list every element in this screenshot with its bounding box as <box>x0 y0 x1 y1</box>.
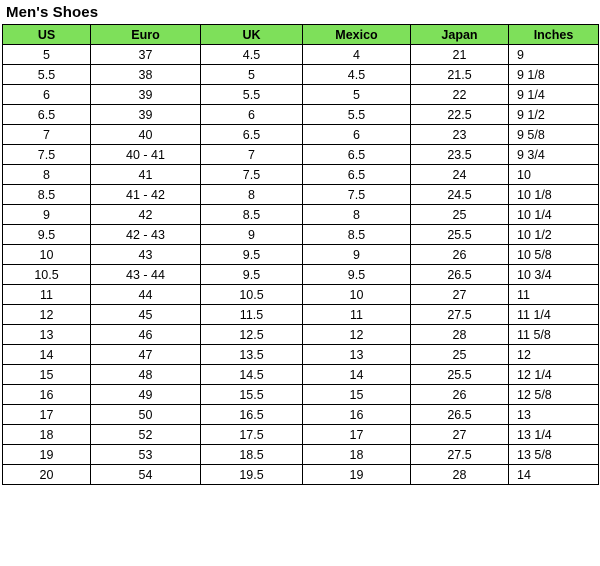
cell-japan: 27 <box>411 425 509 445</box>
cell-uk: 11.5 <box>201 305 303 325</box>
cell-euro: 49 <box>91 385 201 405</box>
cell-uk: 13.5 <box>201 345 303 365</box>
cell-japan: 27.5 <box>411 305 509 325</box>
cell-us: 5 <box>3 45 91 65</box>
cell-uk: 8.5 <box>201 205 303 225</box>
cell-japan: 26.5 <box>411 405 509 425</box>
cell-uk: 9 <box>201 225 303 245</box>
cell-japan: 23.5 <box>411 145 509 165</box>
cell-us: 6 <box>3 85 91 105</box>
cell-japan: 21 <box>411 45 509 65</box>
cell-inches: 11 5/8 <box>509 325 599 345</box>
cell-uk: 14.5 <box>201 365 303 385</box>
cell-inches: 10 <box>509 165 599 185</box>
column-header-inches: Inches <box>509 25 599 45</box>
cell-mexico: 4 <box>303 45 411 65</box>
table-row <box>3 245 599 265</box>
cell-euro: 41 <box>91 165 201 185</box>
cell-inches: 13 5/8 <box>509 445 599 465</box>
table-row <box>3 65 599 85</box>
cell-uk: 7 <box>201 145 303 165</box>
table-row <box>3 345 599 365</box>
table-body <box>3 45 599 485</box>
cell-us: 19 <box>3 445 91 465</box>
cell-euro: 45 <box>91 305 201 325</box>
table-row <box>3 465 599 485</box>
cell-euro: 54 <box>91 465 201 485</box>
cell-uk: 5 <box>201 65 303 85</box>
cell-japan: 22 <box>411 85 509 105</box>
cell-uk: 10.5 <box>201 285 303 305</box>
cell-japan: 28 <box>411 325 509 345</box>
cell-us: 9 <box>3 205 91 225</box>
size-chart-table <box>2 24 599 485</box>
cell-mexico: 9.5 <box>303 265 411 285</box>
cell-inches: 10 3/4 <box>509 265 599 285</box>
cell-mexico: 8 <box>303 205 411 225</box>
cell-japan: 25 <box>411 345 509 365</box>
cell-uk: 7.5 <box>201 165 303 185</box>
cell-uk: 9.5 <box>201 245 303 265</box>
cell-uk: 8 <box>201 185 303 205</box>
cell-uk: 4.5 <box>201 45 303 65</box>
cell-uk: 6.5 <box>201 125 303 145</box>
cell-uk: 17.5 <box>201 425 303 445</box>
cell-uk: 9.5 <box>201 265 303 285</box>
cell-japan: 21.5 <box>411 65 509 85</box>
table-header-row <box>3 25 599 45</box>
cell-mexico: 4.5 <box>303 65 411 85</box>
cell-inches: 11 1/4 <box>509 305 599 325</box>
cell-mexico: 16 <box>303 405 411 425</box>
cell-japan: 26 <box>411 385 509 405</box>
cell-inches: 10 1/2 <box>509 225 599 245</box>
table-row <box>3 385 599 405</box>
cell-japan: 22.5 <box>411 105 509 125</box>
cell-euro: 46 <box>91 325 201 345</box>
cell-euro: 39 <box>91 105 201 125</box>
cell-mexico: 11 <box>303 305 411 325</box>
cell-euro: 37 <box>91 45 201 65</box>
cell-japan: 25.5 <box>411 365 509 385</box>
cell-inches: 12 5/8 <box>509 385 599 405</box>
cell-uk: 15.5 <box>201 385 303 405</box>
cell-japan: 24.5 <box>411 185 509 205</box>
cell-us: 11 <box>3 285 91 305</box>
cell-inches: 14 <box>509 465 599 485</box>
cell-inches: 10 1/4 <box>509 205 599 225</box>
cell-euro: 42 <box>91 205 201 225</box>
cell-japan: 28 <box>411 465 509 485</box>
cell-us: 18 <box>3 425 91 445</box>
cell-inches: 13 <box>509 405 599 425</box>
table-row <box>3 325 599 345</box>
cell-japan: 27.5 <box>411 445 509 465</box>
cell-euro: 43 <box>91 245 201 265</box>
cell-inches: 9 5/8 <box>509 125 599 145</box>
table-header <box>3 25 599 45</box>
cell-us: 13 <box>3 325 91 345</box>
table-row <box>3 205 599 225</box>
cell-mexico: 15 <box>303 385 411 405</box>
cell-mexico: 19 <box>303 465 411 485</box>
cell-euro: 42 - 43 <box>91 225 201 245</box>
cell-us: 12 <box>3 305 91 325</box>
cell-euro: 43 - 44 <box>91 265 201 285</box>
column-header-mexico: Mexico <box>303 25 411 45</box>
cell-euro: 40 - 41 <box>91 145 201 165</box>
table-row <box>3 425 599 445</box>
cell-us: 9.5 <box>3 225 91 245</box>
cell-uk: 19.5 <box>201 465 303 485</box>
cell-japan: 26.5 <box>411 265 509 285</box>
cell-mexico: 6 <box>303 125 411 145</box>
cell-japan: 25.5 <box>411 225 509 245</box>
cell-us: 17 <box>3 405 91 425</box>
table-row <box>3 285 599 305</box>
cell-inches: 10 5/8 <box>509 245 599 265</box>
table-row <box>3 85 599 105</box>
cell-japan: 26 <box>411 245 509 265</box>
table-row <box>3 185 599 205</box>
cell-uk: 18.5 <box>201 445 303 465</box>
table-row <box>3 225 599 245</box>
cell-us: 7.5 <box>3 145 91 165</box>
cell-uk: 16.5 <box>201 405 303 425</box>
cell-us: 7 <box>3 125 91 145</box>
cell-us: 15 <box>3 365 91 385</box>
cell-us: 16 <box>3 385 91 405</box>
cell-mexico: 12 <box>303 325 411 345</box>
cell-us: 6.5 <box>3 105 91 125</box>
table-row <box>3 405 599 425</box>
cell-mexico: 18 <box>303 445 411 465</box>
cell-inches: 9 3/4 <box>509 145 599 165</box>
table-row <box>3 125 599 145</box>
cell-mexico: 9 <box>303 245 411 265</box>
cell-mexico: 5 <box>303 85 411 105</box>
table-row <box>3 445 599 465</box>
table-row <box>3 105 599 125</box>
cell-us: 10 <box>3 245 91 265</box>
cell-euro: 41 - 42 <box>91 185 201 205</box>
cell-euro: 44 <box>91 285 201 305</box>
cell-us: 20 <box>3 465 91 485</box>
cell-inches: 11 <box>509 285 599 305</box>
cell-uk: 12.5 <box>201 325 303 345</box>
cell-mexico: 13 <box>303 345 411 365</box>
cell-inches: 10 1/8 <box>509 185 599 205</box>
column-header-japan: Japan <box>411 25 509 45</box>
cell-japan: 23 <box>411 125 509 145</box>
cell-japan: 24 <box>411 165 509 185</box>
cell-us: 14 <box>3 345 91 365</box>
cell-euro: 53 <box>91 445 201 465</box>
cell-us: 10.5 <box>3 265 91 285</box>
column-header-euro: Euro <box>91 25 201 45</box>
cell-euro: 39 <box>91 85 201 105</box>
cell-inches: 9 1/8 <box>509 65 599 85</box>
cell-mexico: 10 <box>303 285 411 305</box>
cell-mexico: 8.5 <box>303 225 411 245</box>
cell-us: 8.5 <box>3 185 91 205</box>
table-row <box>3 145 599 165</box>
cell-inches: 9 1/2 <box>509 105 599 125</box>
cell-inches: 13 1/4 <box>509 425 599 445</box>
cell-mexico: 7.5 <box>303 185 411 205</box>
cell-mexico: 5.5 <box>303 105 411 125</box>
cell-inches: 9 <box>509 45 599 65</box>
table-row <box>3 365 599 385</box>
column-header-us: US <box>3 25 91 45</box>
table-row <box>3 165 599 185</box>
cell-mexico: 17 <box>303 425 411 445</box>
table-row <box>3 305 599 325</box>
cell-euro: 38 <box>91 65 201 85</box>
cell-mexico: 6.5 <box>303 165 411 185</box>
cell-mexico: 14 <box>303 365 411 385</box>
cell-euro: 47 <box>91 345 201 365</box>
cell-us: 5.5 <box>3 65 91 85</box>
table-row <box>3 265 599 285</box>
cell-japan: 25 <box>411 205 509 225</box>
page-title: Men's Shoes <box>6 4 99 21</box>
cell-euro: 40 <box>91 125 201 145</box>
cell-euro: 52 <box>91 425 201 445</box>
cell-euro: 50 <box>91 405 201 425</box>
column-header-uk: UK <box>201 25 303 45</box>
cell-mexico: 6.5 <box>303 145 411 165</box>
table-row <box>3 45 599 65</box>
cell-us: 8 <box>3 165 91 185</box>
cell-euro: 48 <box>91 365 201 385</box>
cell-inches: 12 1/4 <box>509 365 599 385</box>
cell-inches: 9 1/4 <box>509 85 599 105</box>
cell-inches: 12 <box>509 345 599 365</box>
cell-uk: 5.5 <box>201 85 303 105</box>
cell-uk: 6 <box>201 105 303 125</box>
cell-japan: 27 <box>411 285 509 305</box>
